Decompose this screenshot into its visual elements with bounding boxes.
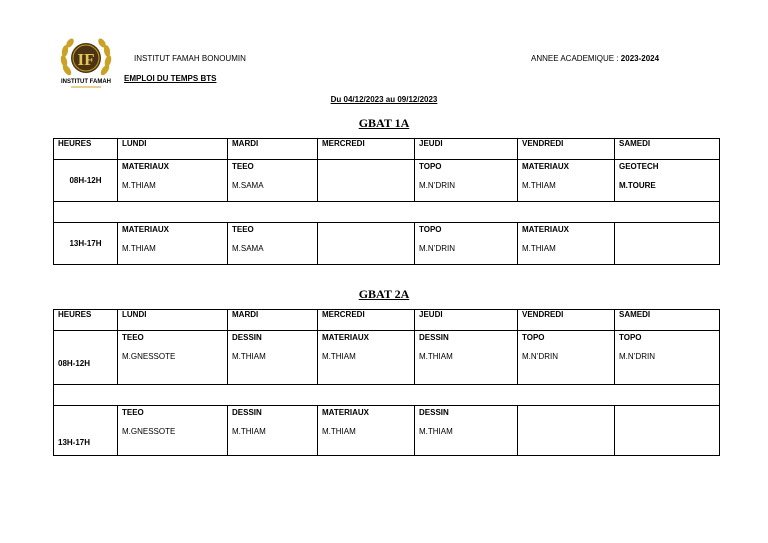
column-header: MARDI: [228, 139, 318, 160]
subject: MATERIAUX: [522, 162, 569, 171]
teacher: M.TOURE: [619, 181, 656, 190]
teacher: M.THIAM: [122, 181, 156, 190]
date-range: Du 04/12/2023 au 09/12/2023: [330, 95, 438, 104]
teacher: M.SAMA: [232, 244, 264, 253]
break-row: [54, 385, 720, 406]
column-header: HEURES: [54, 139, 118, 160]
subject: TOPO: [619, 333, 642, 342]
column-header: SAMEDI: [615, 310, 720, 331]
schedule-cell: [518, 406, 615, 456]
subject: MATERIAUX: [522, 225, 569, 234]
schedule-cell: [318, 406, 415, 456]
subject: TOPO: [522, 333, 545, 342]
subject: DESSIN: [232, 333, 262, 342]
teacher: M.THIAM: [232, 427, 266, 436]
schedule-cell: [415, 160, 518, 202]
column-header: MERCREDI: [318, 139, 415, 160]
column-header: LUNDI: [118, 310, 228, 331]
teacher: M.N’DRIN: [522, 352, 558, 361]
hours-cell: 08H-12H: [54, 160, 118, 202]
teacher: M.THIAM: [522, 244, 556, 253]
schedule-cell: [615, 406, 720, 456]
teacher: M.GNESSOTE: [122, 427, 176, 436]
column-header: JEUDI: [415, 310, 518, 331]
subject: TEEO: [122, 333, 144, 342]
column-header: VENDREDI: [518, 310, 615, 331]
subject: TEEO: [232, 162, 254, 171]
header-row: [54, 139, 720, 160]
schedule-cell: [228, 223, 318, 265]
timetable-gbat-1a: [53, 138, 720, 265]
academic-year-label: ANNEE ACADEMIQUE :: [531, 54, 621, 63]
column-header: JEUDI: [415, 139, 518, 160]
subject: GEOTECH: [619, 162, 659, 171]
subject: TEEO: [232, 225, 254, 234]
teacher: M.THIAM: [122, 244, 156, 253]
schedule-cell: [518, 331, 615, 385]
teacher: M.THIAM: [232, 352, 266, 361]
schedule-cell: [118, 160, 228, 202]
timetable-title: GBAT 2A: [358, 287, 410, 301]
schedule-cell: [318, 331, 415, 385]
teacher: M.THIAM: [419, 352, 453, 361]
subject: DESSIN: [232, 408, 262, 417]
subject: MATERIAUX: [122, 162, 169, 171]
subject: MATERIAUX: [122, 225, 169, 234]
laurel-wreath-logo-icon: [53, 36, 119, 92]
academic-year: [531, 54, 659, 63]
header-row: [54, 310, 720, 331]
column-header: SAMEDI: [615, 139, 720, 160]
schedule-cell: [118, 223, 228, 265]
column-header: LUNDI: [118, 139, 228, 160]
schedule-cell: [615, 160, 720, 202]
teacher: M.N’DRIN: [619, 352, 655, 361]
timetable-gbat-2a: [53, 309, 720, 456]
teacher: M.THIAM: [322, 352, 356, 361]
schedule-cell: [118, 331, 228, 385]
teacher: M.GNESSOTE: [122, 352, 176, 361]
subject: MATERIAUX: [322, 333, 369, 342]
schedule-cell: [118, 406, 228, 456]
schedule-cell: [415, 406, 518, 456]
subject: TOPO: [419, 162, 442, 171]
schedule-cell: [228, 406, 318, 456]
subject: DESSIN: [419, 408, 449, 417]
schedule-cell: [615, 331, 720, 385]
session-row: [54, 160, 720, 202]
timetable-title: GBAT 1A: [358, 116, 410, 130]
teacher: M.N’DRIN: [419, 181, 455, 190]
hours-cell: 13H-17H: [54, 406, 118, 456]
institute-name: INSTITUT FAMAH BONOUMIN: [134, 54, 246, 63]
session-row: [54, 406, 720, 456]
column-header: HEURES: [54, 310, 118, 331]
schedule-cell: [228, 160, 318, 202]
hours-cell: 08H-12H: [54, 331, 118, 385]
schedule-cell: [415, 223, 518, 265]
teacher: M.N’DRIN: [419, 244, 455, 253]
column-header: MARDI: [228, 310, 318, 331]
schedule-cell: [228, 331, 318, 385]
schedule-cell: [415, 331, 518, 385]
academic-year-value: 2023-2024: [620, 54, 660, 63]
subject: TEEO: [122, 408, 144, 417]
schedule-cell: [318, 223, 415, 265]
subject: TOPO: [419, 225, 442, 234]
column-header: MERCREDI: [318, 310, 415, 331]
schedule-cell: [518, 160, 615, 202]
session-row: [54, 331, 720, 385]
schedule-cell: [518, 223, 615, 265]
logo-letters: IF: [77, 50, 95, 69]
teacher: M.THIAM: [419, 427, 453, 436]
schedule-cell: [615, 223, 720, 265]
subject: DESSIN: [419, 333, 449, 342]
document-title: EMPLOI DU TEMPS BTS: [124, 74, 217, 83]
teacher: M.SAMA: [232, 181, 264, 190]
break-row: [54, 202, 720, 223]
teacher: M.THIAM: [322, 427, 356, 436]
teacher: M.THIAM: [522, 181, 556, 190]
logo-caption: INSTITUT FAMAH: [61, 79, 111, 85]
column-header: VENDREDI: [518, 139, 615, 160]
schedule-cell: [318, 160, 415, 202]
session-row: [54, 223, 720, 265]
subject: MATERIAUX: [322, 408, 369, 417]
hours-cell: 13H-17H: [54, 223, 118, 265]
